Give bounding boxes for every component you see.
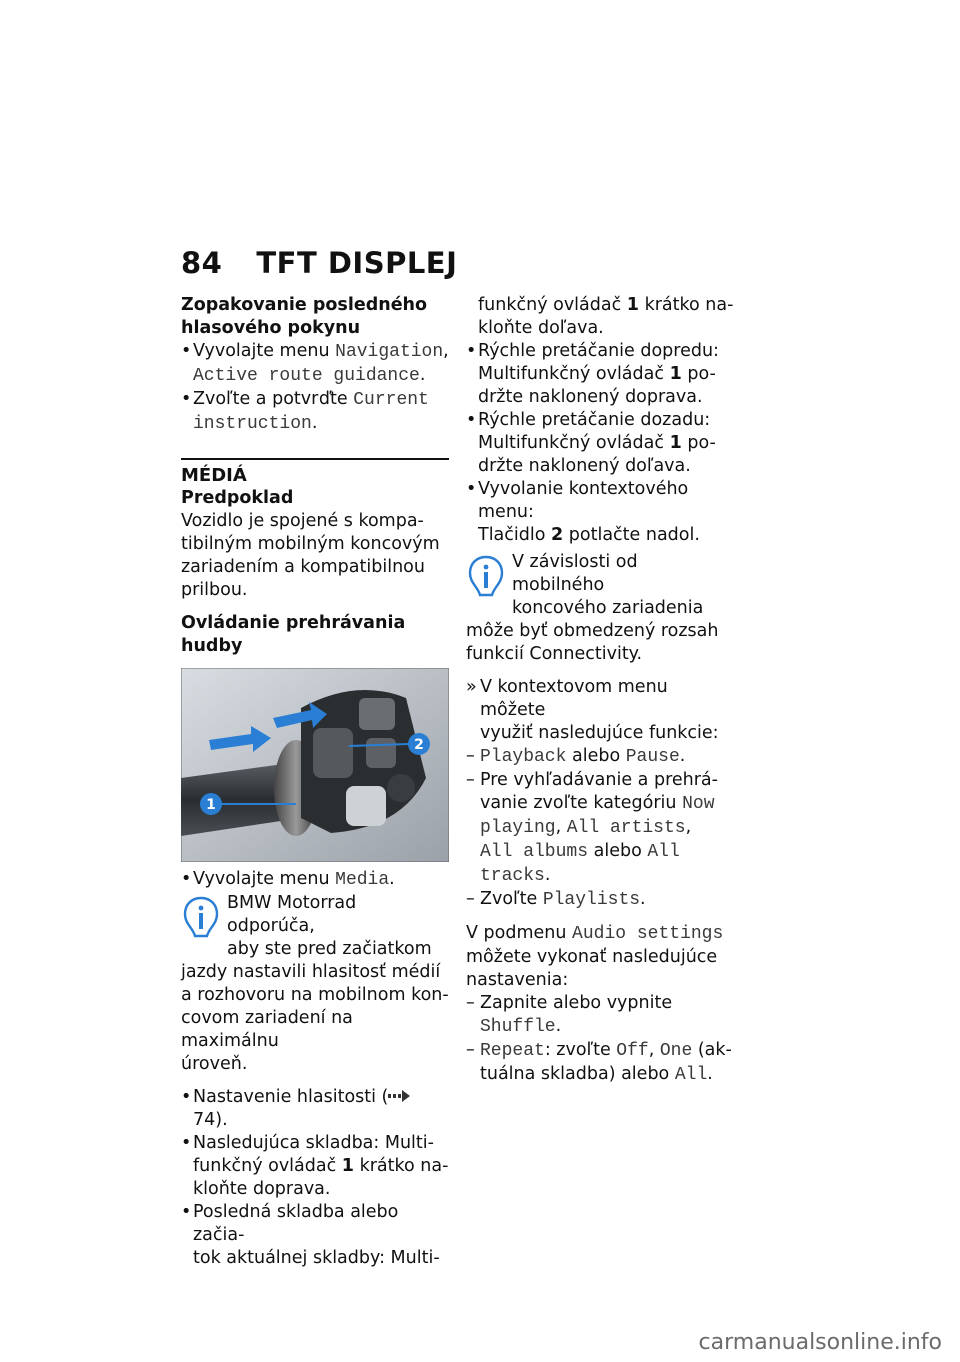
left-column xyxy=(181,294,449,1270)
section-divider xyxy=(181,458,449,460)
list-item: • Zvoľte a potvrďte Current instruction. xyxy=(181,388,449,436)
prerequisite-title: Predpoklad xyxy=(181,488,294,508)
info-icon xyxy=(181,894,221,940)
info-note: BMW Motorrad odporúča, aby ste pred začiatkom jazdy nastavili hlasitosť médií a rozhovoru na mobilnom kon- covom zariadení na maximálnu úroveň. xyxy=(181,893,449,1074)
list-item: • Vyvolajte menu Media. xyxy=(181,868,449,892)
list-item: • Nasledujúca skladba: Multi- funkčný ovládač 1 krátko na- kloňte doprava. xyxy=(181,1132,449,1201)
info-icon xyxy=(466,553,506,599)
page-header xyxy=(181,246,457,280)
list-item: – Zapnite alebo vypnite Shuffle. xyxy=(466,992,734,1039)
list-item: • Vyvolajte menu Navigation, Active route guidance. xyxy=(181,340,449,388)
chapter-title: TFT DISPLEJ xyxy=(256,246,458,280)
watermark: carmanualsonline.info xyxy=(698,1330,942,1355)
info-note: V závislosti od mobilného koncového zariadenia môže byť obmedzený rozsah funkcií Connectivity. xyxy=(466,552,719,664)
list-item: – Repeat: zvoľte Off, One (ak- tuálna skladba) alebo All. xyxy=(466,1039,734,1087)
result-step: » V kontextovom menu môžete využiť nasledujúce funkcie: xyxy=(466,676,734,745)
list-item: • Nastavenie hlasitosti ( 74). xyxy=(181,1086,449,1132)
list-item: – Playback alebo Pause. xyxy=(466,745,734,769)
repeat-instruction-title: Zopakovanie posledného hlasového pokynu xyxy=(181,295,428,338)
page-ref-arrow-icon xyxy=(388,1090,410,1102)
handlebar-controls-photo xyxy=(181,668,449,862)
list-item: • Posledná skladba alebo začia- tok aktuálnej skladby: Multi- xyxy=(181,1201,449,1270)
list-item-continued: funkčný ovládač 1 krátko na- kloňte doľava. xyxy=(478,295,734,338)
list-item: • Rýchle pretáčanie dopredu: Multifunkčný ovládač 1 po- držte naklonený doprava. xyxy=(466,340,734,409)
music-control-title: Ovládanie prehrávania hudby xyxy=(181,613,406,656)
section-title: MÉDIÁ xyxy=(181,465,247,486)
right-column xyxy=(466,294,734,1087)
prerequisite-text: Vozidlo je spojené s kompa- tibilným mobilným koncovým zariadením a kompatibilnou prilbou. xyxy=(181,511,440,600)
list-item: – Pre vyhľadávanie a prehrá- vanie zvoľte kategóriu Now playing, All artists, All albums alebo All tracks. xyxy=(466,769,734,888)
callout-2: 2 xyxy=(414,737,424,753)
submenu-text: V podmenu Audio settings môžete vykonať nasledujúce nastavenia: xyxy=(466,923,724,990)
list-item: – Zvoľte Playlists. xyxy=(466,888,734,912)
list-item: • Rýchle pretáčanie dozadu: Multifunkčný ovládač 1 po- držte naklonený doľava. xyxy=(466,409,734,478)
list-item: • Vyvolanie kontextového menu: Tlačidlo 2 potlačte nadol. xyxy=(466,478,734,547)
callout-1: 1 xyxy=(206,797,216,813)
page-number: 84 xyxy=(181,246,223,280)
